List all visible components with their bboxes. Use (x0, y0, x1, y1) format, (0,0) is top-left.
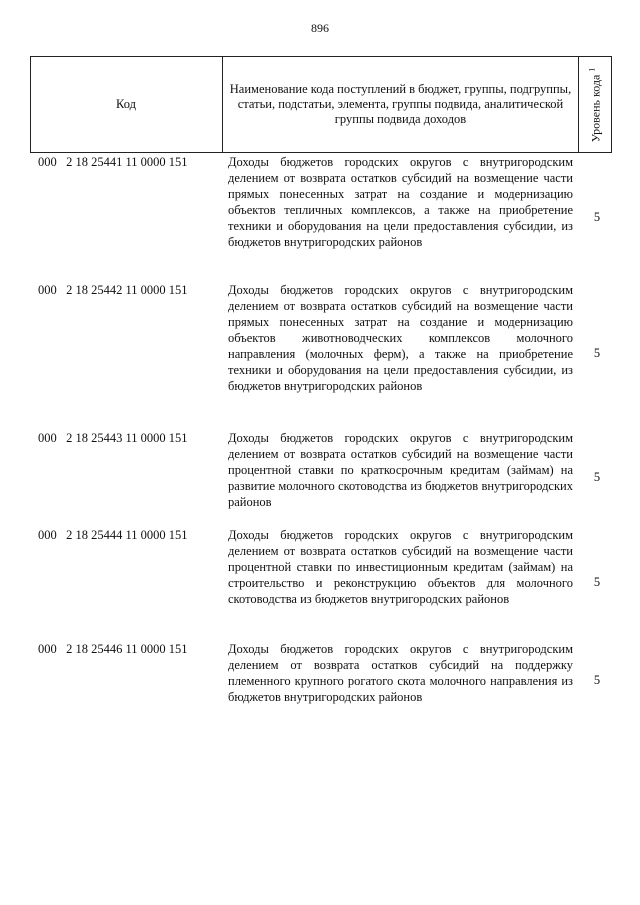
admin-code: 000 (38, 431, 57, 445)
table-row (38, 527, 612, 623)
admin-code: 000 (38, 283, 57, 297)
table-row (38, 282, 612, 410)
table-row (38, 641, 612, 705)
row-admin-code (38, 430, 188, 446)
table-row (38, 430, 612, 510)
row-level: 5 (593, 575, 601, 589)
header-name: Наименование кода поступлений в бюджет, группы, подгруппы, статьи, подстатьи, элемента, группы подвида, аналитической группы подвида доходов (229, 82, 572, 126)
header-level (579, 57, 611, 152)
budget-code: 2 18 25441 11 0000 151 (66, 155, 188, 169)
page-number: 896 (311, 21, 329, 35)
row-admin-code (38, 527, 188, 543)
row-level: 5 (593, 673, 601, 687)
header-level-text: Уровень кода (588, 74, 603, 142)
budget-code: 2 18 25443 11 0000 151 (66, 431, 188, 445)
row-admin-code (38, 154, 188, 170)
admin-code: 000 (38, 155, 57, 169)
header-border-right (611, 57, 612, 152)
row-level: 5 (593, 346, 601, 360)
admin-code: 000 (38, 642, 57, 656)
row-admin-code (38, 641, 188, 657)
budget-code: 2 18 25442 11 0000 151 (66, 283, 188, 297)
row-description: Доходы бюджетов городских округов с внутригородским делением от возврата остатков субсидий на возмещение части процентной ставки по инвестиционным кредитам (займам) на строительство и реконструкцию объектов для молочного скотоводства из бюджетов внутригородских районов (228, 528, 573, 606)
row-description: Доходы бюджетов городских округов с внутригородским делением от возврата остатков субсидий на возмещение части прямых понесенных затрат на создание и модернизацию объектов животноводческих комплексов молочного направления (молочных ферм), а также на приобретение техники и оборудования на цели предоставления субсидии, из бюджетов внутригородских районов (228, 283, 573, 393)
table-header (30, 56, 612, 153)
admin-code: 000 (38, 528, 57, 542)
row-description: Доходы бюджетов городских округов с внутригородским делением от возврата остатков субсидий на возмещение части прямых понесенных затрат на создание и модернизацию объектов тепличных комплексов, а также на приобретение техники и оборудования на цели предоставления субсидии, из бюджетов внутригородских районов (228, 155, 573, 249)
row-level: 5 (593, 210, 601, 224)
header-level-footnote: 1 (587, 67, 597, 72)
table-row (38, 154, 612, 266)
row-description: Доходы бюджетов городских округов с внутригородским делением от возврата остатков субсидий на возмещение части процентной ставки по краткосрочным кредитам (займам) на развитие молочного скотоводства из бюджетов внутригородских районов (228, 431, 573, 509)
budget-code: 2 18 25446 11 0000 151 (66, 642, 188, 656)
row-level: 5 (593, 470, 601, 484)
row-description: Доходы бюджетов городских округов с внутригородским делением от возврата остатков субсидий на поддержку племенного крупного рогатого скота молочного направления из бюджетов внутригородских районов (228, 642, 573, 704)
row-admin-code (38, 282, 188, 298)
header-level-label (587, 67, 603, 142)
header-code: Код (116, 97, 136, 111)
budget-code: 2 18 25444 11 0000 151 (66, 528, 188, 542)
